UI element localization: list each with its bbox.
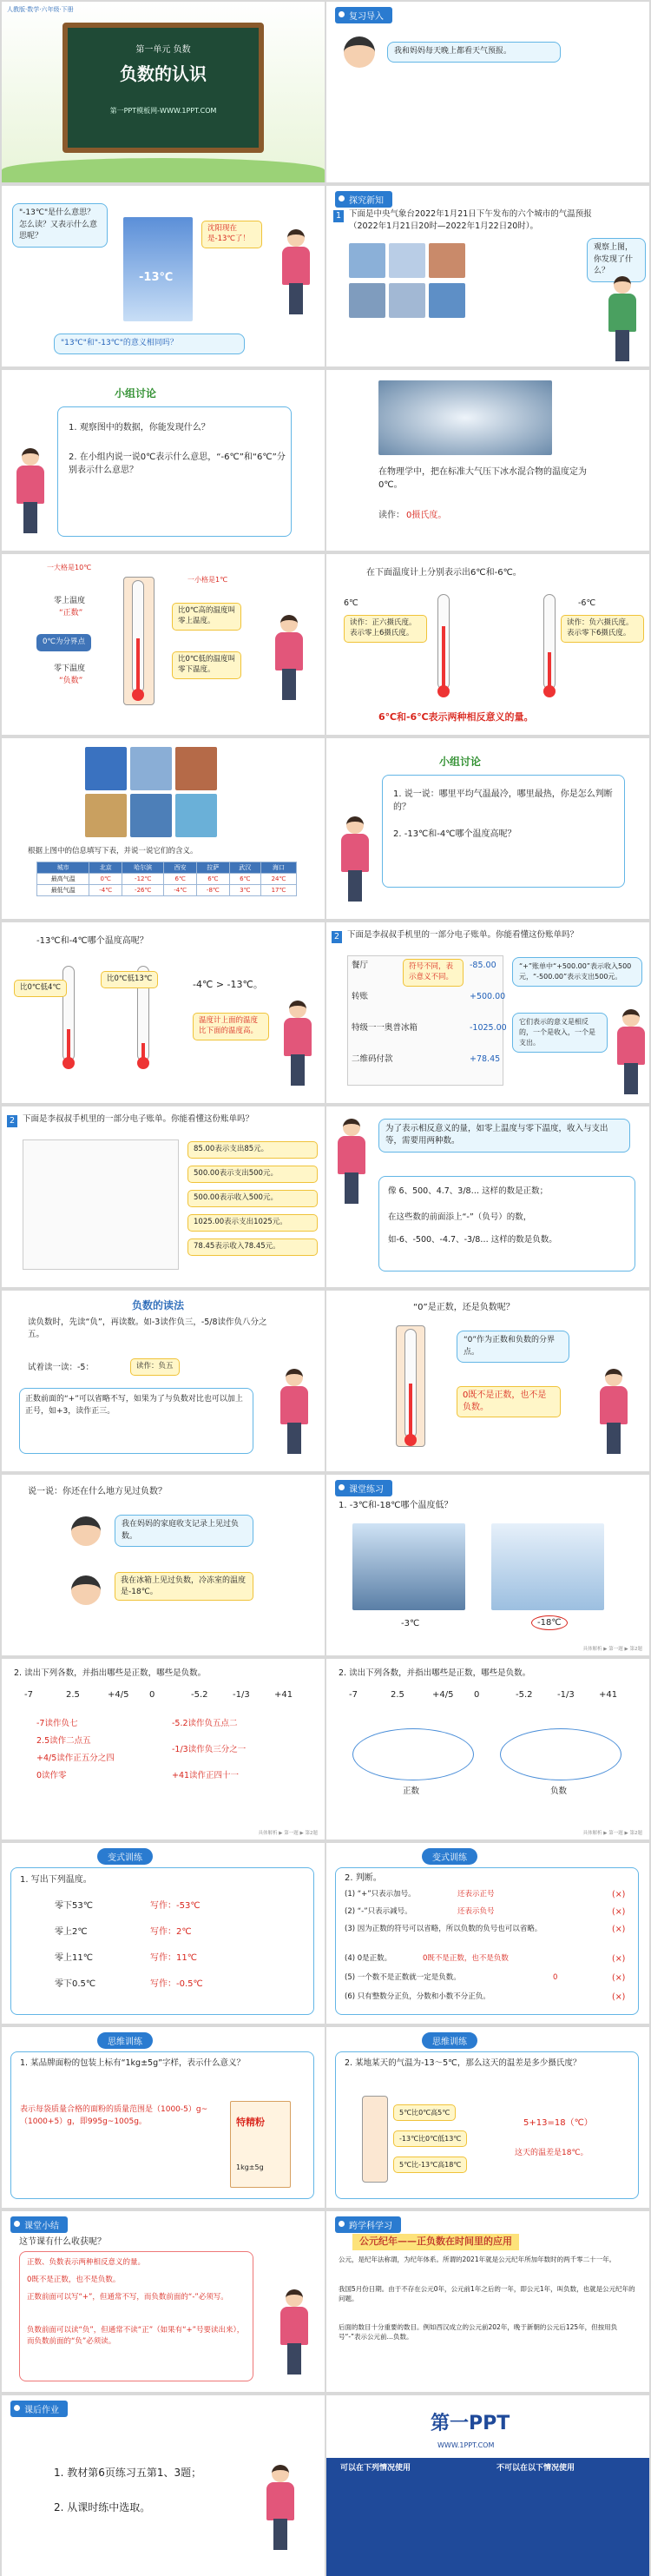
comparison-result: -4℃ > -13℃。 [193, 979, 263, 990]
table-cell: 拉萨 [197, 862, 230, 874]
table-cell: -4℃ [164, 885, 197, 896]
positive-set-label: 正数 [403, 1787, 420, 1796]
value-1: -3℃ [401, 1619, 420, 1628]
section-tag: 复习导入 [335, 7, 392, 23]
footer-nav[interactable]: 具体解析 ▶ 第一题 ▶ 第2题 [582, 1647, 642, 1652]
thermometer [362, 2096, 388, 2183]
slide-5 [2, 370, 325, 551]
zero-question: “0”是正数，还是负数呢？ [413, 1303, 515, 1312]
observe-bubble: 观察上图，你发现了什么？ [587, 238, 646, 282]
photo-harbin [130, 747, 172, 790]
positive-meaning: 表示零上6摄氏度。 [350, 628, 414, 637]
bill-amount: +500.00 [470, 992, 506, 1001]
footer-nav[interactable]: 具体解析 ▶ 第一题 ▶ 第2题 [258, 1831, 318, 1836]
temp-text: 零下0.5℃ [55, 1979, 96, 1989]
temp-text: 零上11℃ [55, 1953, 93, 1963]
table-cell: -26℃ [122, 885, 164, 896]
judge-note: 0既不是正数，也不是负数 [423, 1954, 509, 1963]
judge-mark: (×) [612, 1992, 626, 2002]
judge-item: (4) 0是正数。 [345, 1954, 392, 1963]
slide-25 [2, 2211, 325, 2392]
problem-number: 2 [332, 931, 342, 943]
shenyang-bubble: 沈阳现在是-13℃了！ [201, 221, 262, 248]
discussion-item-1: 1. 说一说：哪里平均气温最冷，哪里最热，你是怎么判断的？ [393, 789, 613, 812]
unit-label: 第一单元 负数 [135, 45, 191, 55]
judge-note: 0 [553, 1973, 558, 1982]
table-cell: -4℃ [89, 885, 122, 896]
problem-number: 2 [7, 1115, 17, 1127]
exercise-card [10, 1867, 314, 2015]
judge-note: 还表示正号 [457, 1890, 495, 1899]
bill-item: 餐厅 [352, 961, 369, 970]
photo-wuhan [130, 794, 172, 837]
negative-meaning: 表示零下6摄氏度。 [567, 628, 631, 637]
reading: +41读作正四十一 [172, 1771, 240, 1780]
reading-paragraph: 公元，是纪年法称谓，为纪年体系。所谓的2021年就是公元纪年所加年数时的两千零二十一年。 [339, 2256, 616, 2263]
positive-sign-note: 正数前面的“+”可以省略不写，如果为了与负数对比也可以加上正号，如+3，读作正三。 [19, 1388, 253, 1454]
reading-rule: 读负数时，先读“负”，再读数。如-3读作负三，-5/8读作负八分之五。 [28, 1318, 267, 1340]
answer-3: 500.00表示收入500元。 [187, 1190, 318, 1207]
city-photo-4 [349, 283, 385, 318]
homework-item: 1. 教材第6页练习五第1、3题； [54, 2467, 202, 2479]
bill-item: 特级一一奥普冰箱 [352, 1023, 418, 1033]
read-label: 读作： [378, 511, 404, 520]
temp-text: 零下53℃ [55, 1901, 93, 1911]
slide-3 [2, 186, 325, 367]
final-answer: 这天的温差是18℃。 [515, 2149, 589, 2157]
number: +4/5 [108, 1690, 129, 1700]
slide-8 [326, 554, 649, 735]
slide-11 [2, 922, 325, 1103]
section-tag: 课后作业 [10, 2401, 68, 2417]
temp-answer: 写作：11℃ [150, 1953, 197, 1963]
teacher-figure [271, 615, 307, 702]
reading-paragraph: 后面的数目十分重要的数目。例如西汉成立的公元前202年，晚于新朝的公元后125年，但按用负号“-”表示公元前…负数。 [339, 2323, 618, 2342]
grass [2, 158, 325, 182]
site-label: 第一PPT模板网-WWW.1PPT.COM [109, 107, 217, 115]
brand-url[interactable]: WWW.1PPT.COM [437, 2441, 495, 2449]
student-figure [604, 276, 641, 363]
chalkboard [62, 23, 264, 153]
city-photo-3 [429, 243, 465, 278]
allowed-header: 可以在下列情况使用 [340, 2464, 411, 2473]
judge-mark: (×) [612, 1925, 626, 1934]
answer-5: 78.45表示收入78.45元。 [187, 1238, 318, 1256]
temp-answer: 写作：-0.5℃ [150, 1979, 203, 1989]
teacher-figure [12, 448, 49, 535]
bag-brand: 特精粉 [236, 2117, 265, 2128]
slide-12 [326, 922, 649, 1103]
teacher-figure [337, 816, 373, 903]
number: -1/3 [557, 1690, 575, 1700]
negative-definition: 如-6、-500、-4.7、-3/8… 这样的数是负数。 [388, 1235, 557, 1245]
judge-mark: (×) [612, 1954, 626, 1964]
answer-2: 500.00表示支出500元。 [187, 1166, 318, 1183]
question-bubble: "-13℃"是什么意思？怎么读？又表示什么意思呢？ [12, 203, 108, 248]
compare-question: "13℃"和"-13℃"的意义相同吗？ [54, 334, 245, 354]
step-1: 5℃比0℃高5℃ [393, 2104, 456, 2121]
answer-1: 85.00表示支出85元。 [187, 1141, 318, 1159]
exercise-answer: 表示每袋质量合格的面粉的质量范围是（1000-5）g~（1000+5）g，即995g~1005g。 [20, 2105, 208, 2126]
ice-photo [491, 1523, 604, 1610]
negative-card [561, 615, 644, 643]
slide-4 [326, 186, 649, 367]
positive-read: 读作：正六摄氏度。 [350, 618, 417, 627]
bill-list [23, 1139, 179, 1270]
teacher-figure [276, 2289, 312, 2376]
teacher-figure [595, 1369, 632, 1456]
slide-10 [326, 738, 649, 919]
below-zero-label: 零下温度 [54, 664, 86, 673]
section-tag: 课堂练习 [335, 1480, 392, 1496]
slide-7 [2, 554, 325, 735]
read-value: 0摄氏度。 [406, 511, 447, 520]
slide-18 [326, 1475, 649, 1655]
discussion-card [57, 406, 292, 537]
license-panel [326, 2458, 649, 2576]
table-cell: 武汉 [229, 862, 260, 874]
positive-card [344, 615, 427, 643]
temp-neg6-label: -6℃ [578, 598, 596, 608]
speech-bubble: 我和妈妈每天晚上都看天气预报。 [387, 42, 561, 63]
photo-haikou [175, 794, 217, 837]
teacher-figure [276, 1369, 312, 1456]
page-title: 负数的认识 [120, 63, 207, 84]
number: -1/3 [233, 1690, 250, 1700]
task-text: 在下面温度计上分别表示出6℃和-6℃。 [366, 568, 522, 578]
judge-mark: (×) [612, 1973, 626, 1983]
tv-temperature: -13℃ [139, 271, 174, 284]
discuss-question: 说一说：你还在什么地方见过负数？ [28, 1487, 167, 1496]
big-grid-label: 一大格是10℃ [47, 564, 92, 571]
sample-answer: 读作：负五 [130, 1358, 180, 1376]
answer-bubble-2: 我在冰箱上见过负数，冷冻室的温度是-18℃。 [115, 1572, 253, 1601]
judge-item: (6) 只有整数分正负，分数和小数不分正负。 [345, 1992, 490, 2001]
child-avatar-1 [71, 1516, 101, 1546]
table-cell: 6℃ [229, 874, 260, 885]
slide-19 [2, 1659, 325, 1840]
photo-lhasa [85, 794, 127, 837]
number: 0 [474, 1690, 480, 1700]
sign-note: 符号不同，表示意义不同。 [403, 959, 464, 987]
snow-photo [352, 1523, 465, 1610]
above-zero-label: 零上温度 [54, 597, 86, 605]
conclusion-text: 6℃和-6℃表示两种相反意义的量。 [378, 711, 534, 723]
small-grid-label: 一小格是1℃ [187, 576, 228, 584]
compare-question: -13℃和-4℃哪个温度高呢？ [36, 936, 148, 946]
table-row [37, 874, 297, 885]
explain-bubble: “+”账单中“+500.00”表示收入500元，“-500.00”表示支出500元。 [512, 957, 642, 987]
city-photo-2 [389, 243, 425, 278]
number: 0 [149, 1690, 155, 1700]
exercise-question: 1. 某品牌面粉的包装上标有“1kg±5g”字样，表示什么意义？ [20, 2058, 246, 2068]
negative-sign-definition: 在这些数的前面添上“-”（负号）的数， [388, 1212, 532, 1222]
positive-label: “正数” [59, 609, 83, 618]
summary-point: 正数前面可以写“+”，但通常不写，而负数前面的“-”必须写。 [27, 2293, 228, 2302]
table-cell: 海口 [260, 862, 296, 874]
step-3: 5℃比-13℃高18℃ [393, 2157, 467, 2173]
negative-read: 读作：负六摄氏度。 [567, 618, 634, 627]
table-cell: 北京 [89, 862, 122, 874]
temperature-table [36, 862, 297, 896]
problem-number: 1 [333, 210, 344, 222]
city-photo-6 [429, 283, 465, 318]
table-cell: 最低气温 [37, 885, 89, 896]
teacher-figure [278, 229, 314, 316]
reading: 2.5读作二点五 [36, 1736, 91, 1746]
rule-note: 温度计上面的温度比下面的温度高。 [193, 1013, 269, 1040]
number: +4/5 [432, 1690, 454, 1700]
slide-24 [326, 2027, 649, 2208]
slide-27 [2, 2395, 325, 2576]
reading: 0读作零 [36, 1771, 67, 1780]
discussion-card [382, 775, 625, 888]
weather-tv [123, 217, 193, 321]
exercise-question: 2. 某地某天的气温为-13～5℃，那么这天的温差是多少摄氏度？ [345, 2058, 582, 2068]
table-cell: -8℃ [197, 885, 230, 896]
reading-paragraph: 我国5月份日期。由于不存在公元0年，公元前1年之后的一年，即公元1年，叫负数，也就是公元纪年的问题。 [339, 2285, 635, 2303]
slide-23 [2, 2027, 325, 2208]
problem-text: 下面是李叔叔手机里的一部分电子账单。你能看懂这份账单吗？ [23, 1114, 254, 1124]
number: 2.5 [391, 1690, 404, 1700]
table-cell: 哈尔滨 [122, 862, 164, 874]
discussion-item-2: 2. 在小组内说一说0℃表示什么意思，“-6℃”和“6℃”分别表示什么意思？ [69, 452, 286, 475]
negative-set [500, 1728, 621, 1780]
temp-6-label: 6℃ [344, 598, 358, 608]
slide-1-cover [2, 2, 325, 182]
section-title: 变式训练 [422, 1848, 477, 1865]
judge-item: (3) 因为正数的符号可以省略，所以负数的负号也可以省略。 [345, 1925, 542, 1933]
slide-26 [326, 2211, 649, 2392]
number: -7 [349, 1690, 358, 1700]
brand-logo: 第一PPT [431, 2413, 510, 2434]
slide-15 [2, 1291, 325, 1471]
summary-point: 负数前面可以读“负”，但通常不读“正”（如果有“+”号要读出来），而负数前面的“负”必须读。 [27, 2326, 245, 2346]
zero-boundary-label: 0℃为分界点 [36, 634, 91, 651]
value-2: -18℃ [531, 1615, 568, 1630]
answer-4: 1025.00表示支出1025元。 [187, 1214, 318, 1232]
summary-question: 这节课有什么收获呢？ [19, 2237, 106, 2247]
exercise-card [335, 2051, 639, 2199]
discussion-item-1: 1. 观察图中的数据，你能发现什么？ [69, 423, 210, 433]
temp-answer: 写作：-53℃ [150, 1901, 201, 1911]
slide-16 [326, 1291, 649, 1471]
opposite-bubble: 它们表示的意义是相反的，一个是收入，一个是支出。 [512, 1013, 608, 1053]
number: +41 [274, 1690, 293, 1700]
bill-item: 二维码付款 [352, 1054, 393, 1064]
teacher-figure [613, 1009, 649, 1096]
section-tag: 探究新知 [335, 191, 392, 208]
slide-22 [326, 1843, 649, 2024]
reading-title: 负数的读法 [132, 1299, 185, 1311]
exercise-card [335, 1867, 639, 2015]
footer-nav[interactable]: 具体解析 ▶ 第一题 ▶ 第2题 [582, 1831, 642, 1836]
exercise-question: 2. 读出下列各数，并指出哪些是正数，哪些是负数。 [14, 1668, 207, 1678]
slide-6 [326, 370, 649, 551]
homework-item: 2. 从课时练中选取。 [54, 2501, 151, 2513]
table-cell: 24℃ [260, 874, 296, 885]
reading-title: 公元纪年——正负数在时间里的应用 [352, 2234, 519, 2250]
thermometer-positive [437, 594, 450, 690]
slide-21 [2, 1843, 325, 2024]
table-cell: 6℃ [164, 874, 197, 885]
thermometer [404, 1329, 417, 1438]
discussion-title: 小组讨论 [439, 756, 482, 768]
judge-item: (5) 一个数不是正数就一定是负数。 [345, 1973, 461, 1982]
problem-text: 下面是李叔叔手机里的一部分电子账单。你能看懂这份账单吗？ [347, 930, 579, 940]
teacher-figure [262, 2465, 299, 2552]
problem-text: 下面是中央气象台2022年1月21日下午发布的六个城市的气温预报（2022年1月21日20时—2022年1月22日20时）。 [349, 209, 592, 232]
exercise-question: 2. 读出下列各数，并指出哪些是正数，哪些是负数。 [339, 1668, 531, 1678]
judge-mark: (×) [612, 1890, 626, 1899]
above-definition: 比0℃高的温度叫零上温度。 [172, 603, 241, 631]
table-cell: 17℃ [260, 885, 296, 896]
table-cell: 0℃ [89, 874, 122, 885]
slide-9 [2, 738, 325, 919]
bill-amount: -1025.00 [470, 1023, 507, 1033]
city-photo-1 [349, 243, 385, 278]
teacher-figure [279, 1001, 316, 1087]
physics-text: 在物理学中，把在标准大气压下冰水混合物的温度定为0℃。 [378, 467, 587, 490]
table-cell: -12℃ [122, 874, 164, 885]
summary-point: 正数、负数表示两种相反意义的量。 [27, 2258, 146, 2267]
table-cell: 西安 [164, 862, 197, 874]
temp-answer: 写作：2℃ [150, 1927, 192, 1937]
negative-set-label: 负数 [550, 1787, 568, 1796]
number: -5.2 [516, 1690, 533, 1700]
ice-water-photo [378, 380, 552, 455]
zero-boundary-bubble: “0”作为正数和负数的分界点。 [457, 1331, 569, 1363]
section-tag: 课堂小结 [10, 2216, 68, 2233]
concept-bubble: 为了表示相反意义的量，如零上温度与零下温度，收入与支出等，需要用两种数。 [378, 1119, 630, 1153]
exercise-card [10, 2051, 314, 2199]
zero-answer: 0既不是正数，也不是负数。 [457, 1386, 561, 1417]
step-2: -13℃比0℃低13℃ [393, 2130, 467, 2147]
thermometer [132, 580, 144, 693]
number: -7 [24, 1690, 33, 1700]
answer-bubble-1: 我在妈妈的家庭收支记录上见过负数。 [115, 1515, 253, 1547]
table-instruction: 根据上图中的信息填写下表，并说一说它们的含义。 [28, 847, 198, 855]
positive-set [352, 1728, 474, 1780]
exercise-question: 1. 写出下列温度。 [20, 1875, 92, 1885]
table-cell: 6℃ [197, 874, 230, 885]
slide-13 [2, 1106, 325, 1287]
section-title: 变式训练 [97, 1848, 153, 1865]
slide-20 [326, 1659, 649, 1840]
bill-amount: +78.45 [470, 1054, 501, 1064]
bill-item: 转账 [352, 992, 369, 1001]
neg4-note: 比0℃低4℃ [14, 980, 67, 997]
exercise-question: 2. 判断。 [345, 1873, 382, 1883]
number: -5.2 [191, 1690, 208, 1700]
negative-label: “负数” [59, 677, 83, 685]
temp-text: 零上2℃ [55, 1927, 88, 1937]
discussion-title: 小组讨论 [115, 387, 157, 400]
slide-14 [326, 1106, 649, 1287]
neg13-note: 比0℃低13℃ [101, 971, 158, 988]
flour-bag [230, 2101, 291, 2188]
discussion-item-2: 2. -13℃和-4℃哪个温度高呢？ [393, 829, 516, 839]
table-row [37, 885, 297, 896]
photo-xian [175, 747, 217, 790]
reading: -7读作负七 [36, 1719, 78, 1728]
calculation: 5+13=18（℃） [523, 2118, 593, 2128]
summary-card [19, 2251, 253, 2381]
sample-label: 试着读一读：-5： [28, 1363, 94, 1372]
reading: -1/3读作负三分之一 [172, 1745, 247, 1754]
reading: -5.2读作负五点二 [172, 1719, 238, 1728]
judge-mark: (×) [612, 1907, 626, 1917]
bill-amount: -85.00 [470, 961, 496, 970]
summary-point: 0既不是正数，也不是负数。 [27, 2275, 121, 2284]
section-title: 思维训练 [422, 2032, 477, 2049]
definition-card [378, 1176, 635, 1271]
number: +41 [599, 1690, 618, 1700]
table-row [37, 862, 297, 874]
judge-item: (1) “+”只表示加号。 [345, 1890, 416, 1899]
table-cell: 3℃ [229, 885, 260, 896]
number: 2.5 [66, 1690, 80, 1700]
exercise-question: 1. -3℃和-18℃哪个温度低？ [339, 1501, 453, 1510]
section-tag: 跨学科学习 [335, 2216, 401, 2233]
child-avatar-2 [71, 1575, 101, 1605]
child-avatar [344, 36, 375, 68]
section-title: 思维训练 [97, 2032, 153, 2049]
judge-item: (2) “-”只表示减号。 [345, 1907, 412, 1916]
table-cell: 城市 [37, 862, 89, 874]
table-cell: 最高气温 [37, 874, 89, 885]
teacher-figure [333, 1119, 370, 1205]
reading: +4/5读作正五分之四 [36, 1754, 115, 1763]
photo-beijing [85, 747, 127, 790]
positive-definition: 像 6、500、4.7、3/8… 这样的数是正数； [388, 1186, 549, 1196]
bag-weight: 1kg±5g [236, 2163, 264, 2171]
slide-28 [326, 2395, 649, 2576]
thermometer-negative [543, 594, 556, 690]
slide-2 [326, 2, 649, 182]
judge-note: 还表示负号 [457, 1907, 495, 1916]
city-photo-5 [389, 283, 425, 318]
forbidden-header: 不可以在以下情况使用 [496, 2464, 575, 2473]
corner-label: 人教版·数学·六年级·下册 [7, 6, 74, 13]
slide-17 [2, 1475, 325, 1655]
below-definition: 比0℃低的温度叫零下温度。 [172, 651, 241, 679]
